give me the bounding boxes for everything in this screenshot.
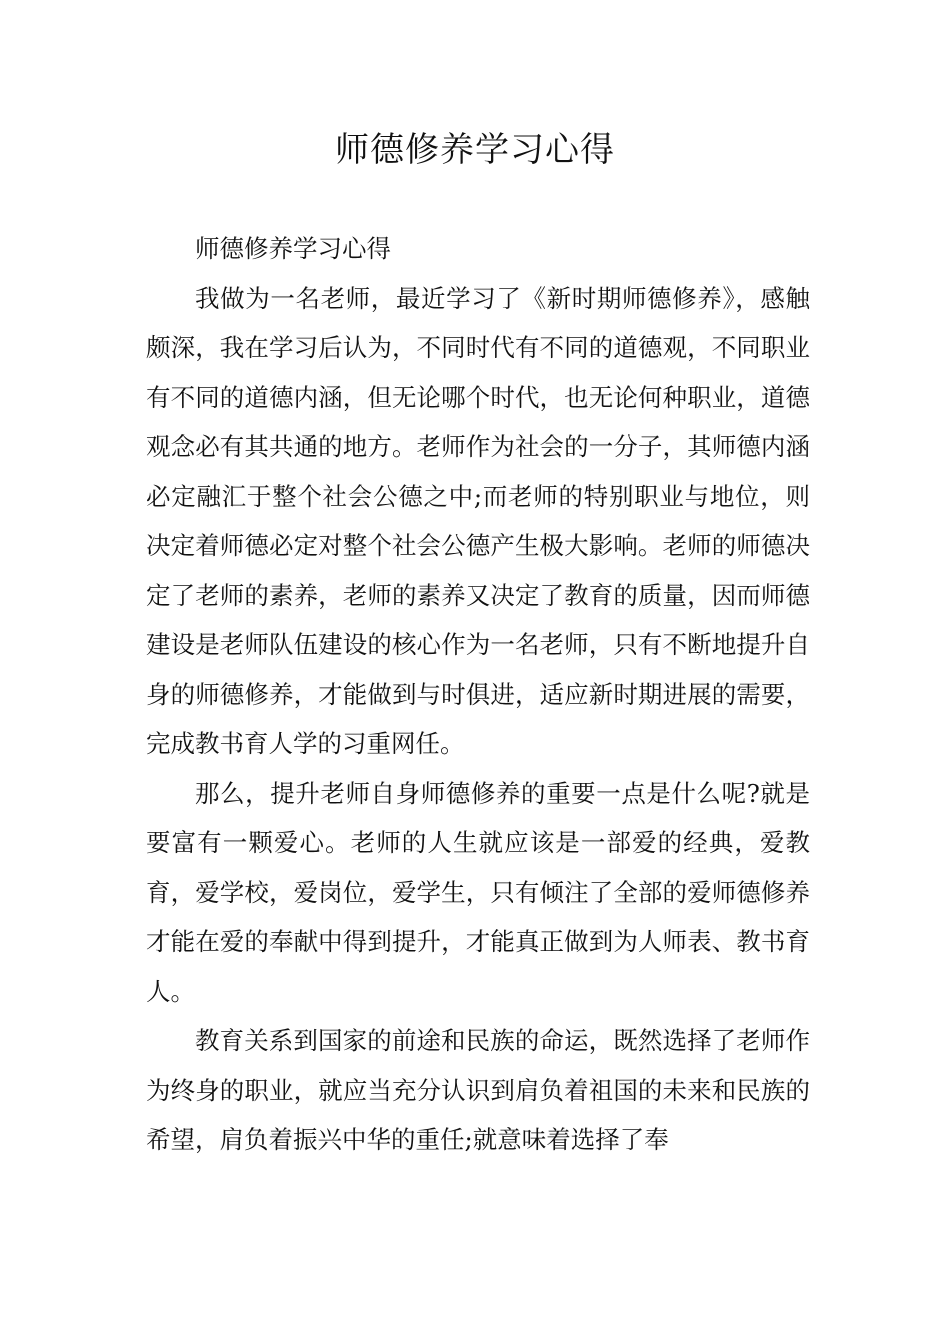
document-body xyxy=(146,224,810,1165)
paragraph-subtitle: 师德修养学习心得 xyxy=(195,234,391,263)
paragraph-1: 我做为一名老师，最近学习了《新时期师德修养》，感触颇深，我在学习后认为，不同时代有不同的道德观，不同职业有不同的道德内涵，但无论哪个时代，也无论何种职业，道德观念必有其共通的地方。老师作为社会的一分子，其师德内涵必定融汇于整个社会公德之中;而老师的特别职业与地位，则决定着师德必定对整个社会公德产生极大影响。老师的师德决定了老师的素养，老师的素养又决定了教育的质量，因而师德建设是老师队伍建设的核心作为一名老师，只有不断地提升自身的师德修养，才能做到与时俱进，适应新时期进展的需要，完成教书育人学的习重网任。 xyxy=(146,283,810,758)
paragraph-2: 那么，提升老师自身师德修养的重要一点是什么呢?就是要富有一颗爱心。老师的人生就应该是一部爱的经典，爱教育，爱学校，爱岗位，爱学生，只有倾注了全部的爱师德修养才能在爱的奉献中得到提升，才能真正做到为人师表、教书育人。 xyxy=(146,778,810,1006)
document-title: 师德修养学习心得 xyxy=(335,130,615,170)
paragraph-3: 教育关系到国家的前途和民族的命运，既然选择了老师作为终身的职业，就应当充分认识到肩负着祖国的未来和民族的希望，肩负着振兴中华的重任;就意味着选择了奉 xyxy=(146,1026,810,1154)
